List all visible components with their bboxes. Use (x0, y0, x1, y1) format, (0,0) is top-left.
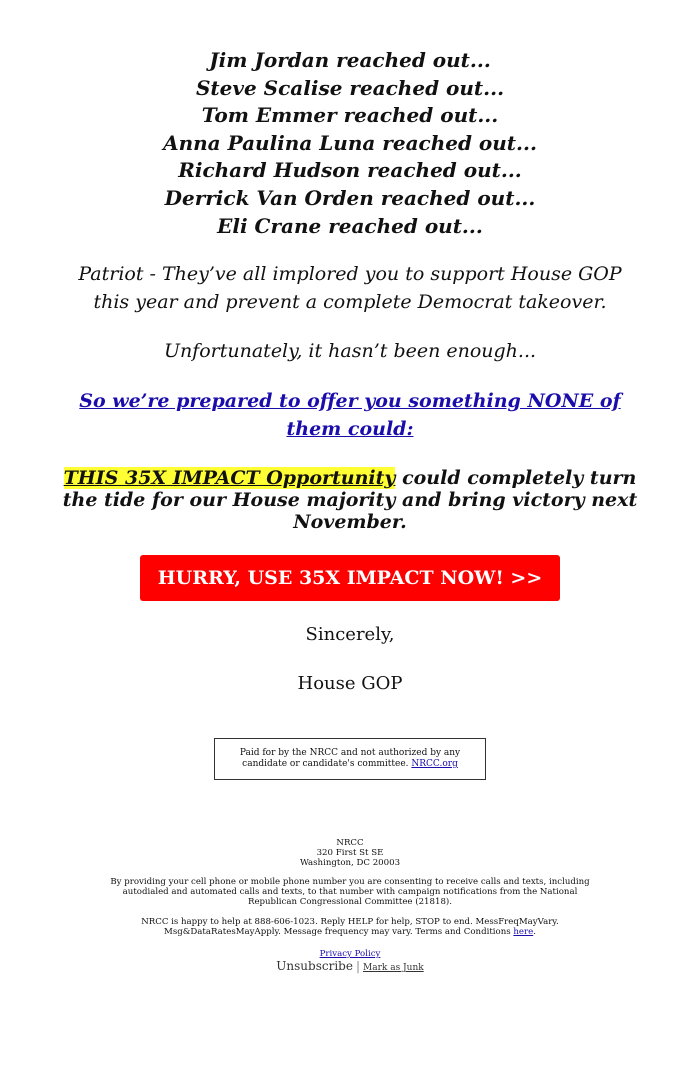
footer-help (100, 917, 600, 937)
paid-for-disclaimer (214, 738, 486, 780)
impact-text: could completely turn the tide for our House majority and bring victory next November. (62, 467, 638, 534)
offer-link[interactable]: So we’re prepared to offer you something NONE of them could: (79, 390, 621, 441)
unsubscribe-link[interactable]: Unsubscribe (276, 959, 353, 974)
unfortunately-paragraph: Unfortunately, it hasn’t been enough... (163, 340, 537, 363)
footer-street: 320 First St SE (316, 848, 384, 859)
cta-container (0, 555, 700, 601)
closing: Sincerely, (305, 624, 395, 646)
sender-name: House GOP (297, 673, 403, 695)
privacy-policy-link[interactable]: Privacy Policy (319, 949, 381, 960)
nrcc-link[interactable]: NRCC.org (411, 759, 458, 770)
help-text: NRCC is happy to help at 888-606-1023. Reply HELP for help, STOP to end. MessFreqMayVary. Msg&DataRatesMayApply. Message frequency may vary. Terms and Conditions (141, 917, 559, 938)
cta-button[interactable]: HURRY, USE 35X IMPACT NOW! >> (140, 555, 560, 601)
name-line: Jim Jordan reached out... (209, 48, 491, 72)
disclaimer-text: Paid for by the NRCC and not authorized by any candidate or candidate's committee. (239, 748, 461, 770)
terms-link[interactable]: here (513, 927, 534, 938)
privacy-row (0, 949, 700, 959)
name-line: Richard Hudson reached out... (178, 158, 522, 183)
help-end: . (533, 927, 536, 938)
name-list (0, 0, 700, 240)
patriot-paragraph: Patriot - They’ve all implored you to support House GOP this year and prevent a complete Democrat takeover. (78, 263, 622, 314)
impact-highlight-link[interactable]: THIS 35X IMPACT Opportunity (63, 467, 396, 490)
name-line: Anna Paulina Luna reached out... (163, 130, 537, 155)
footer-legal: By providing your cell phone or mobile phone number you are consenting to receive calls and texts, including autodialed and automated calls and texts, to that number with campaign notifications from the National Republican Congressional Committee (21818). (110, 877, 590, 908)
impact-paragraph (60, 467, 640, 533)
unsubscribe-row (0, 959, 700, 975)
name-line: Tom Emmer reached out... (201, 103, 499, 128)
name-line: Derrick Van Orden reached out... (164, 185, 536, 210)
name-line: Eli Crane reached out... (217, 213, 483, 238)
name-line: Steve Scalise reached out... (195, 75, 505, 100)
footer (0, 838, 700, 975)
offer-paragraph (0, 387, 700, 443)
separator: | (355, 959, 360, 974)
footer-org: NRCC (336, 838, 364, 849)
footer-city: Washington, DC 20003 (299, 858, 401, 869)
mark-as-junk-link[interactable]: Mark as Junk (363, 963, 424, 974)
